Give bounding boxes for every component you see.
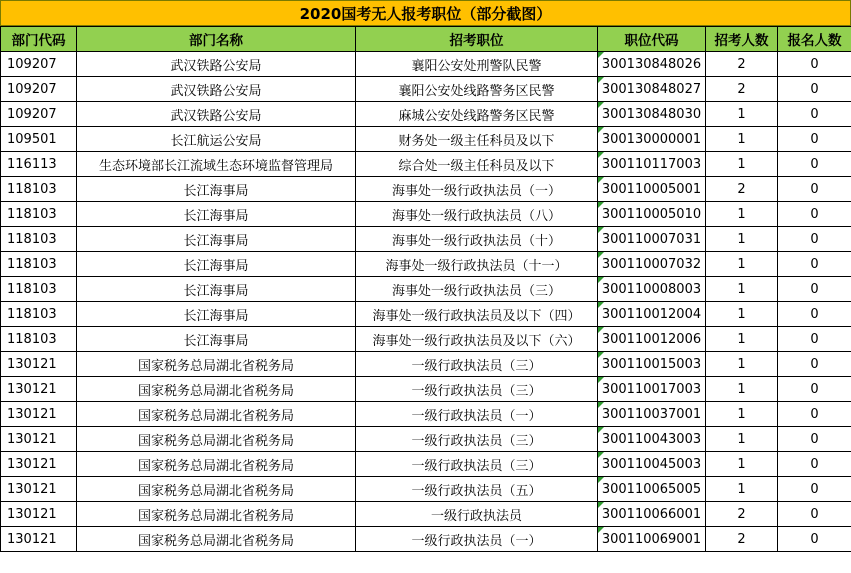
table-body [1,52,851,552]
quota-cell[interactable]: 2 [706,52,778,77]
table-row [1,202,851,227]
position-code-cell[interactable]: 300110005010 [598,202,706,227]
quota-cell[interactable]: 2 [706,77,778,102]
dept-name-cell[interactable]: 长江海事局 [77,202,356,227]
dept-name-cell[interactable]: 长江航运公安局 [77,127,356,152]
dept-name-cell[interactable]: 武汉铁路公安局 [77,77,356,102]
dept-name-cell[interactable]: 国家税务总局湖北省税务局 [77,527,356,552]
position-cell[interactable]: 一级行政执法员（五） [356,477,598,502]
dept-code-cell[interactable]: 109207 [1,52,77,77]
position-code-cell[interactable]: 300110066001 [598,502,706,527]
dept-name-cell[interactable]: 长江海事局 [77,302,356,327]
quota-cell[interactable]: 1 [706,402,778,427]
dept-code-cell[interactable]: 130121 [1,402,77,427]
table-row [1,402,851,427]
position-code-cell[interactable]: 300110017003 [598,377,706,402]
position-cell[interactable]: 一级行政执法员（三） [356,377,598,402]
table-row [1,227,851,252]
quota-cell[interactable]: 1 [706,252,778,277]
quota-cell[interactable]: 1 [706,302,778,327]
dept-code-cell[interactable]: 130121 [1,527,77,552]
position-code-cell[interactable]: 300110008003 [598,277,706,302]
position-cell[interactable]: 一级行政执法员（一） [356,402,598,427]
quota-cell[interactable]: 1 [706,227,778,252]
position-cell[interactable]: 一级行政执法员（三） [356,352,598,377]
position-cell[interactable]: 海事处一级行政执法员（十） [356,227,598,252]
applicants-cell[interactable]: 0 [778,227,851,252]
table-row [1,152,851,177]
dept-name-cell[interactable]: 长江海事局 [77,277,356,302]
table-row [1,477,851,502]
table-row [1,77,851,102]
table-row [1,452,851,477]
dept-code-cell[interactable]: 118103 [1,252,77,277]
dept-code-cell[interactable]: 118103 [1,302,77,327]
position-cell[interactable]: 海事处一级行政执法员（三） [356,277,598,302]
position-code-cell[interactable]: 300110015003 [598,352,706,377]
dept-name-cell[interactable]: 国家税务总局湖北省税务局 [77,352,356,377]
quota-cell[interactable]: 1 [706,352,778,377]
table-row [1,277,851,302]
dept-code-cell[interactable]: 130121 [1,477,77,502]
dept-name-cell[interactable]: 武汉铁路公安局 [77,52,356,77]
table-row [1,352,851,377]
dept-code-cell[interactable]: 109501 [1,127,77,152]
position-cell[interactable]: 海事处一级行政执法员及以下（四） [356,302,598,327]
table-row [1,502,851,527]
position-cell[interactable]: 一级行政执法员（三） [356,427,598,452]
position-code-cell[interactable]: 300110007032 [598,252,706,277]
position-code-cell[interactable]: 300110045003 [598,452,706,477]
dept-code-cell[interactable]: 118103 [1,327,77,352]
quota-cell[interactable]: 2 [706,527,778,552]
dept-name-cell[interactable]: 武汉铁路公安局 [77,102,356,127]
position-cell[interactable]: 一级行政执法员（一） [356,527,598,552]
position-code-cell[interactable]: 300130000001 [598,127,706,152]
position-cell[interactable]: 海事处一级行政执法员（一） [356,177,598,202]
applicants-cell[interactable]: 0 [778,277,851,302]
dept-name-cell[interactable]: 长江海事局 [77,227,356,252]
dept-code-cell[interactable]: 118103 [1,202,77,227]
position-cell[interactable]: 麻城公安处线路警务区民警 [356,102,598,127]
dept-name-cell[interactable]: 国家税务总局湖北省税务局 [77,377,356,402]
table-row [1,427,851,452]
quota-cell[interactable]: 1 [706,127,778,152]
position-cell[interactable]: 襄阳公安处线路警务区民警 [356,77,598,102]
quota-cell[interactable]: 1 [706,327,778,352]
position-code-cell[interactable]: 300110069001 [598,527,706,552]
dept-code-cell[interactable]: 130121 [1,427,77,452]
table-row [1,252,851,277]
dept-code-cell[interactable]: 118103 [1,177,77,202]
table-row [1,327,851,352]
header-position-code[interactable]: 职位代码 [598,27,706,52]
dept-code-cell[interactable]: 130121 [1,452,77,477]
quota-cell[interactable]: 1 [706,277,778,302]
applicants-cell[interactable]: 0 [778,452,851,477]
quota-cell[interactable]: 1 [706,202,778,227]
dept-name-cell[interactable]: 国家税务总局湖北省税务局 [77,477,356,502]
header-applicants[interactable]: 报名人数 [778,27,851,52]
applicants-cell[interactable]: 0 [778,352,851,377]
dept-code-cell[interactable]: 130121 [1,352,77,377]
applicants-cell[interactable]: 0 [778,52,851,77]
applicants-cell[interactable]: 0 [778,402,851,427]
position-code-cell[interactable]: 300110043003 [598,427,706,452]
dept-name-cell[interactable]: 长江海事局 [77,327,356,352]
applicants-cell[interactable]: 0 [778,202,851,227]
applicants-cell[interactable]: 0 [778,377,851,402]
table-row [1,52,851,77]
applicants-cell[interactable]: 0 [778,427,851,452]
position-code-cell[interactable]: 300110005001 [598,177,706,202]
dept-code-cell[interactable]: 130121 [1,377,77,402]
dept-code-cell[interactable]: 130121 [1,502,77,527]
header-dept-code[interactable]: 部门代码 [1,27,77,52]
position-code-cell[interactable]: 300130848027 [598,77,706,102]
dept-name-cell[interactable]: 长江海事局 [77,252,356,277]
applicants-cell[interactable]: 0 [778,77,851,102]
position-cell[interactable]: 财务处一级主任科员及以下 [356,127,598,152]
applicants-cell[interactable]: 0 [778,327,851,352]
positions-table [0,26,851,552]
dept-code-cell[interactable]: 109207 [1,77,77,102]
dept-name-cell[interactable]: 国家税务总局湖北省税务局 [77,452,356,477]
quota-cell[interactable]: 2 [706,502,778,527]
table-row [1,377,851,402]
applicants-cell[interactable]: 0 [778,102,851,127]
dept-code-cell[interactable]: 109207 [1,102,77,127]
position-cell[interactable]: 综合处一级主任科员及以下 [356,152,598,177]
position-cell[interactable]: 一级行政执法员（三） [356,452,598,477]
dept-name-cell[interactable]: 国家税务总局湖北省税务局 [77,502,356,527]
position-cell[interactable]: 海事处一级行政执法员（十一） [356,252,598,277]
applicants-cell[interactable]: 0 [778,477,851,502]
position-cell[interactable]: 海事处一级行政执法员（八） [356,202,598,227]
position-code-cell[interactable]: 300130848030 [598,102,706,127]
table-row [1,127,851,152]
quota-cell[interactable]: 1 [706,477,778,502]
sheet-title[interactable]: 2020国考无人报考职位（部分截图） [0,0,851,26]
table-row [1,177,851,202]
quota-cell[interactable]: 1 [706,102,778,127]
table-row [1,527,851,552]
position-cell[interactable]: 襄阳公安处刑警队民警 [356,52,598,77]
position-code-cell[interactable]: 300110012006 [598,327,706,352]
applicants-cell[interactable]: 0 [778,527,851,552]
position-code-cell[interactable]: 300110117003 [598,152,706,177]
quota-cell[interactable]: 1 [706,152,778,177]
applicants-cell[interactable]: 0 [778,127,851,152]
position-cell[interactable]: 海事处一级行政执法员及以下（六） [356,327,598,352]
dept-code-cell[interactable]: 118103 [1,227,77,252]
position-code-cell[interactable]: 300110012004 [598,302,706,327]
position-code-cell[interactable]: 300110065005 [598,477,706,502]
quota-cell[interactable]: 2 [706,177,778,202]
header-row [1,27,851,52]
header-position[interactable]: 招考职位 [356,27,598,52]
dept-name-cell[interactable]: 长江海事局 [77,177,356,202]
applicants-cell[interactable]: 0 [778,152,851,177]
dept-code-cell[interactable]: 116113 [1,152,77,177]
applicants-cell[interactable]: 0 [778,502,851,527]
table-row [1,102,851,127]
table-row [1,302,851,327]
position-cell[interactable]: 一级行政执法员 [356,502,598,527]
quota-cell[interactable]: 1 [706,377,778,402]
dept-name-cell[interactable]: 国家税务总局湖北省税务局 [77,427,356,452]
applicants-cell[interactable]: 0 [778,252,851,277]
dept-code-cell[interactable]: 118103 [1,277,77,302]
position-code-cell[interactable]: 300110007031 [598,227,706,252]
dept-name-cell[interactable]: 国家税务总局湖北省税务局 [77,402,356,427]
quota-cell[interactable]: 1 [706,427,778,452]
position-code-cell[interactable]: 300130848026 [598,52,706,77]
applicants-cell[interactable]: 0 [778,302,851,327]
header-dept-name[interactable]: 部门名称 [77,27,356,52]
position-code-cell[interactable]: 300110037001 [598,402,706,427]
dept-name-cell[interactable]: 生态环境部长江流域生态环境监督管理局 [77,152,356,177]
header-quota[interactable]: 招考人数 [706,27,778,52]
applicants-cell[interactable]: 0 [778,177,851,202]
quota-cell[interactable]: 1 [706,452,778,477]
